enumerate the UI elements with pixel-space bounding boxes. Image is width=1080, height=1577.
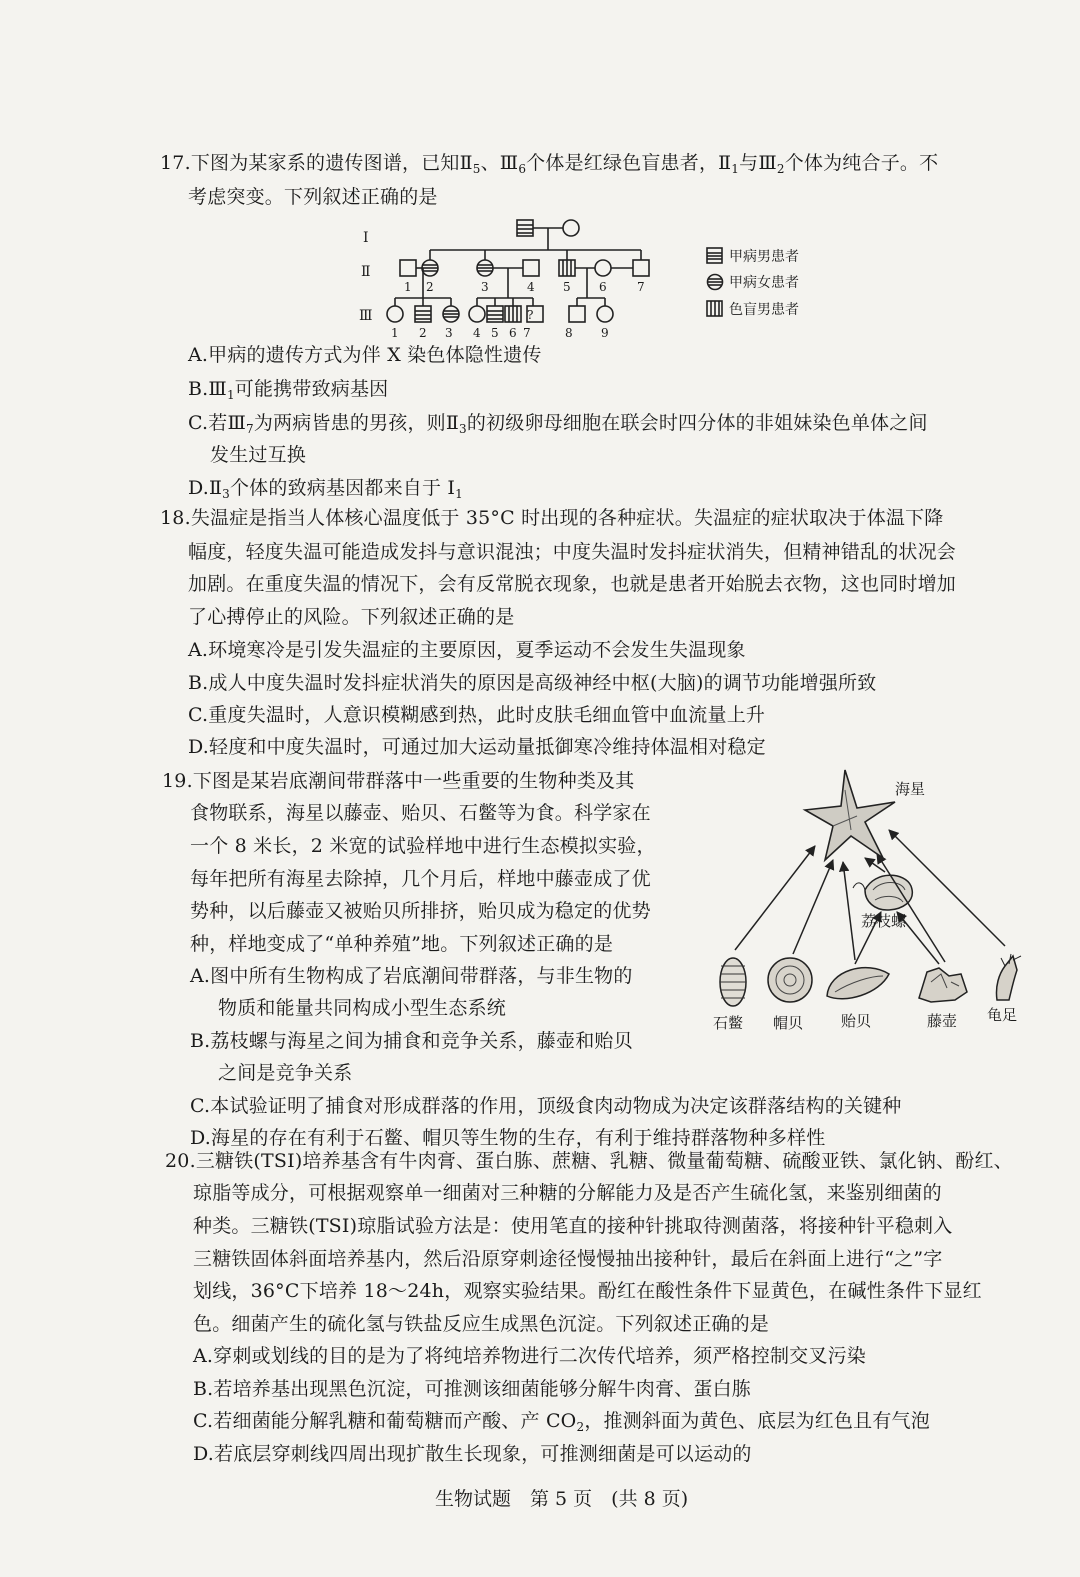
individual-number: 7 [637, 280, 645, 294]
individual-number: 2 [426, 280, 434, 294]
subscript: 5 [472, 162, 481, 176]
individual-number: 8 [565, 326, 573, 340]
pedigree-chart [355, 210, 835, 345]
individual-number: 6 [599, 280, 607, 294]
q17-option-d [188, 475, 463, 507]
text: C.若细菌能分解乳糖和葡萄糖而产酸、产 CO [193, 1410, 577, 1432]
subscript: 6 [518, 162, 527, 176]
q18-stem-line4: 了心搏停止的风险。下列叙述正确的是 [188, 606, 515, 628]
subscript: 2 [776, 162, 785, 176]
q19-stem-line4: 每年把所有海星去除掉，几个月后，样地中藤壶成了优 [190, 868, 651, 890]
label-limpet: 帽贝 [773, 1014, 804, 1032]
q20-stem-line5: 划线，36°C下培养 18～24h，观察实验结果。酚红在酸性条件下显黄色，在碱性条件下显红 [193, 1280, 982, 1302]
subscript: 3 [222, 487, 230, 501]
chiton-icon [720, 958, 746, 1006]
q18-option-d: D.轻度和中度失温时，可通过加大运动量抵御寒冷维持体温相对稳定 [188, 736, 766, 758]
subscript: 3 [459, 422, 467, 436]
q18-option-b: B.成人中度失温时发抖症状消失的原因是高级神经中枢(大脑)的调节功能增强所致 [188, 672, 877, 694]
q19-option-a-line1: A.图中所有生物构成了岩底潮间带群落，与非生物的 [190, 965, 633, 987]
individual-number: 3 [445, 326, 453, 340]
q19-option-b-line2: 之间是竞争关系 [218, 1062, 353, 1084]
q20-option-c [193, 1408, 930, 1440]
individual-number: 2 [419, 326, 427, 340]
label-mussel: 贻贝 [841, 1012, 872, 1030]
q19-stem-line2: 食物联系，海星以藤壶、贻贝、石鳖等为食。科学家在 [190, 802, 651, 824]
q19-stem-line1: 19.下图是某岩底潮间带群落中一些重要的生物种类及其 [162, 770, 635, 792]
subscript: 7 [246, 422, 254, 436]
q20-stem-line3: 种类。三糖铁(TSI)琼脂试验方法是：使用笔直的接种针挑取待测菌落，将接种针平稳刺入 [193, 1215, 953, 1237]
q19-stem-line3: 一个 8 米长，2 米宽的试验样地中进行生态模拟实验， [190, 835, 656, 857]
food-web-diagram [705, 760, 1040, 1050]
text: 可能携带致病基因 [234, 378, 389, 400]
q20-stem-line1: 20.三糖铁(TSI)培养基含有牛肉膏、蛋白胨、蔗糖、乳糖、微量葡萄糖、硫酸亚铁、氯化钠、酚红、 [165, 1150, 1013, 1172]
text: D.Ⅱ [188, 477, 223, 499]
q17-option-c-line2: 发生过互换 [210, 444, 307, 466]
q20-option-d: D.若底层穿刺线四周出现扩散生长现象，可推测细菌是可以运动的 [193, 1443, 752, 1465]
q19-option-b-line1: B.荔枝螺与海星之间为捕食和竞争关系，藤壶和贻贝 [190, 1030, 633, 1052]
q20-stem-line6: 色。细菌产生的硫化氢与铁盐反应生成黑色沉淀。下列叙述正确的是 [193, 1313, 770, 1335]
q18-stem-line3: 加剧。在重度失温的情况下，会有反常脱衣现象，也就是患者开始脱去衣物，这也同时增加 [188, 573, 957, 595]
whelk-icon [853, 875, 912, 910]
q17-option-a: A.甲病的遗传方式为伴 X 染色体隐性遗传 [188, 344, 542, 366]
text: C.若Ⅲ [188, 412, 247, 434]
subscript: 1 [455, 487, 463, 501]
legend-label: 甲病男患者 [729, 249, 799, 265]
text: ，推测斜面为黄色、底层为红色且有气泡 [584, 1410, 930, 1432]
individual-number: 5 [491, 326, 499, 340]
q18-option-a: A.环境寒冷是引发失温症的主要原因，夏季运动不会发生失温现象 [188, 639, 746, 661]
text: 个体为纯合子。不 [784, 152, 939, 174]
mussel-icon [827, 968, 889, 999]
q17-option-b [188, 376, 388, 408]
subscript: 1 [226, 388, 235, 402]
q17-stem-line1 [160, 150, 938, 182]
legend-label: 甲病女患者 [729, 275, 799, 291]
unknown-mark: ? [527, 308, 534, 322]
text: 为两病皆患的男孩，则Ⅱ [253, 412, 459, 434]
q18-option-c: C.重度失温时，人意识模糊感到热，此时皮肤毛细血管中血流量上升 [188, 704, 766, 726]
individual-number: 1 [404, 280, 412, 294]
q17-stem-line2: 考虑突变。下列叙述正确的是 [188, 186, 438, 208]
text: 与Ⅲ [739, 152, 777, 174]
gen-label: Ⅱ [361, 264, 371, 280]
subscript: 2 [576, 1420, 585, 1434]
q20-option-b: B.若培养基出现黑色沉淀，可推测该细菌能够分解牛肉膏、蛋白胨 [193, 1378, 752, 1400]
individual-number: 7 [523, 326, 531, 340]
individual-number: 6 [509, 326, 517, 340]
label-starfish: 海星 [895, 780, 926, 798]
individual-number: 9 [601, 326, 609, 340]
q19-stem-line5: 势种，以后藤壶又被贻贝所排挤，贻贝成为稳定的优势 [190, 900, 651, 922]
text: 17.下图为某家系的遗传图谱，已知Ⅱ [160, 152, 473, 174]
barnacle-icon [919, 968, 967, 1002]
q20-stem-line4: 三糖铁固体斜面培养基内，然后沿原穿刺途径慢慢抽出接种针，最后在斜面上进行“之”字 [193, 1248, 943, 1270]
text: 个体的致病基因都来自于 I [229, 477, 456, 499]
label-whelk: 荔枝螺 [861, 912, 907, 930]
limpet-icon [768, 958, 812, 1002]
starfish-icon [805, 770, 895, 860]
text: 、Ⅲ [480, 152, 519, 174]
page-footer: 生物试题 第 5 页 (共 8 页) [435, 1488, 689, 1510]
legend-label: 色盲男患者 [729, 302, 799, 318]
q18-stem-line1: 18.失温症是指当人体核心温度低于 35°C 时出现的各种症状。失温症的症状取决于体温下降 [160, 507, 944, 529]
q19-option-c: C.本试验证明了捕食对形成群落的作用，顶级食肉动物成为决定该群落结构的关键种 [190, 1095, 902, 1117]
gen-label: Ⅲ [359, 308, 373, 324]
individual-number: 5 [563, 280, 571, 294]
q17-option-c [188, 410, 928, 442]
label-gooseneck: 龟足 [987, 1006, 1018, 1024]
gooseneck-barnacle-icon [996, 954, 1021, 1000]
q18-stem-line2: 幅度，轻度失温可能造成发抖与意识混浊；中度失温时发抖症状消失，但精神错乱的状况会 [188, 541, 957, 563]
q19-option-a-line2: 物质和能量共同构成小型生态系统 [218, 997, 507, 1019]
text: 的初级卵母细胞在联会时四分体的非姐妹染色单体之间 [466, 412, 928, 434]
subscript: 1 [731, 162, 740, 176]
individual-number: 4 [527, 280, 535, 294]
individual-number: 1 [391, 326, 399, 340]
q19-stem-line6: 种，样地变成了“单种养殖”地。下列叙述正确的是 [190, 933, 614, 955]
q19-option-d: D.海星的存在有利于石鳖、帽贝等生物的生存，有利于维持群落物种多样性 [190, 1127, 826, 1149]
text: 个体是红绿色盲患者，Ⅱ [526, 152, 732, 174]
gen-label: I [363, 230, 369, 246]
q20-option-a: A.穿刺或划线的目的是为了将纯培养物进行二次传代培养，须严格控制交叉污染 [193, 1345, 866, 1367]
q20-stem-line2: 琼脂等成分，可根据观察单一细菌对三种糖的分解能力及是否产生硫化氢，来鉴别细菌的 [193, 1182, 942, 1204]
individual-number: 3 [481, 280, 489, 294]
label-barnacle: 藤壶 [927, 1012, 958, 1030]
label-chiton: 石鳖 [713, 1014, 744, 1032]
text: B.Ⅲ [188, 378, 227, 400]
individual-number: 4 [473, 326, 481, 340]
